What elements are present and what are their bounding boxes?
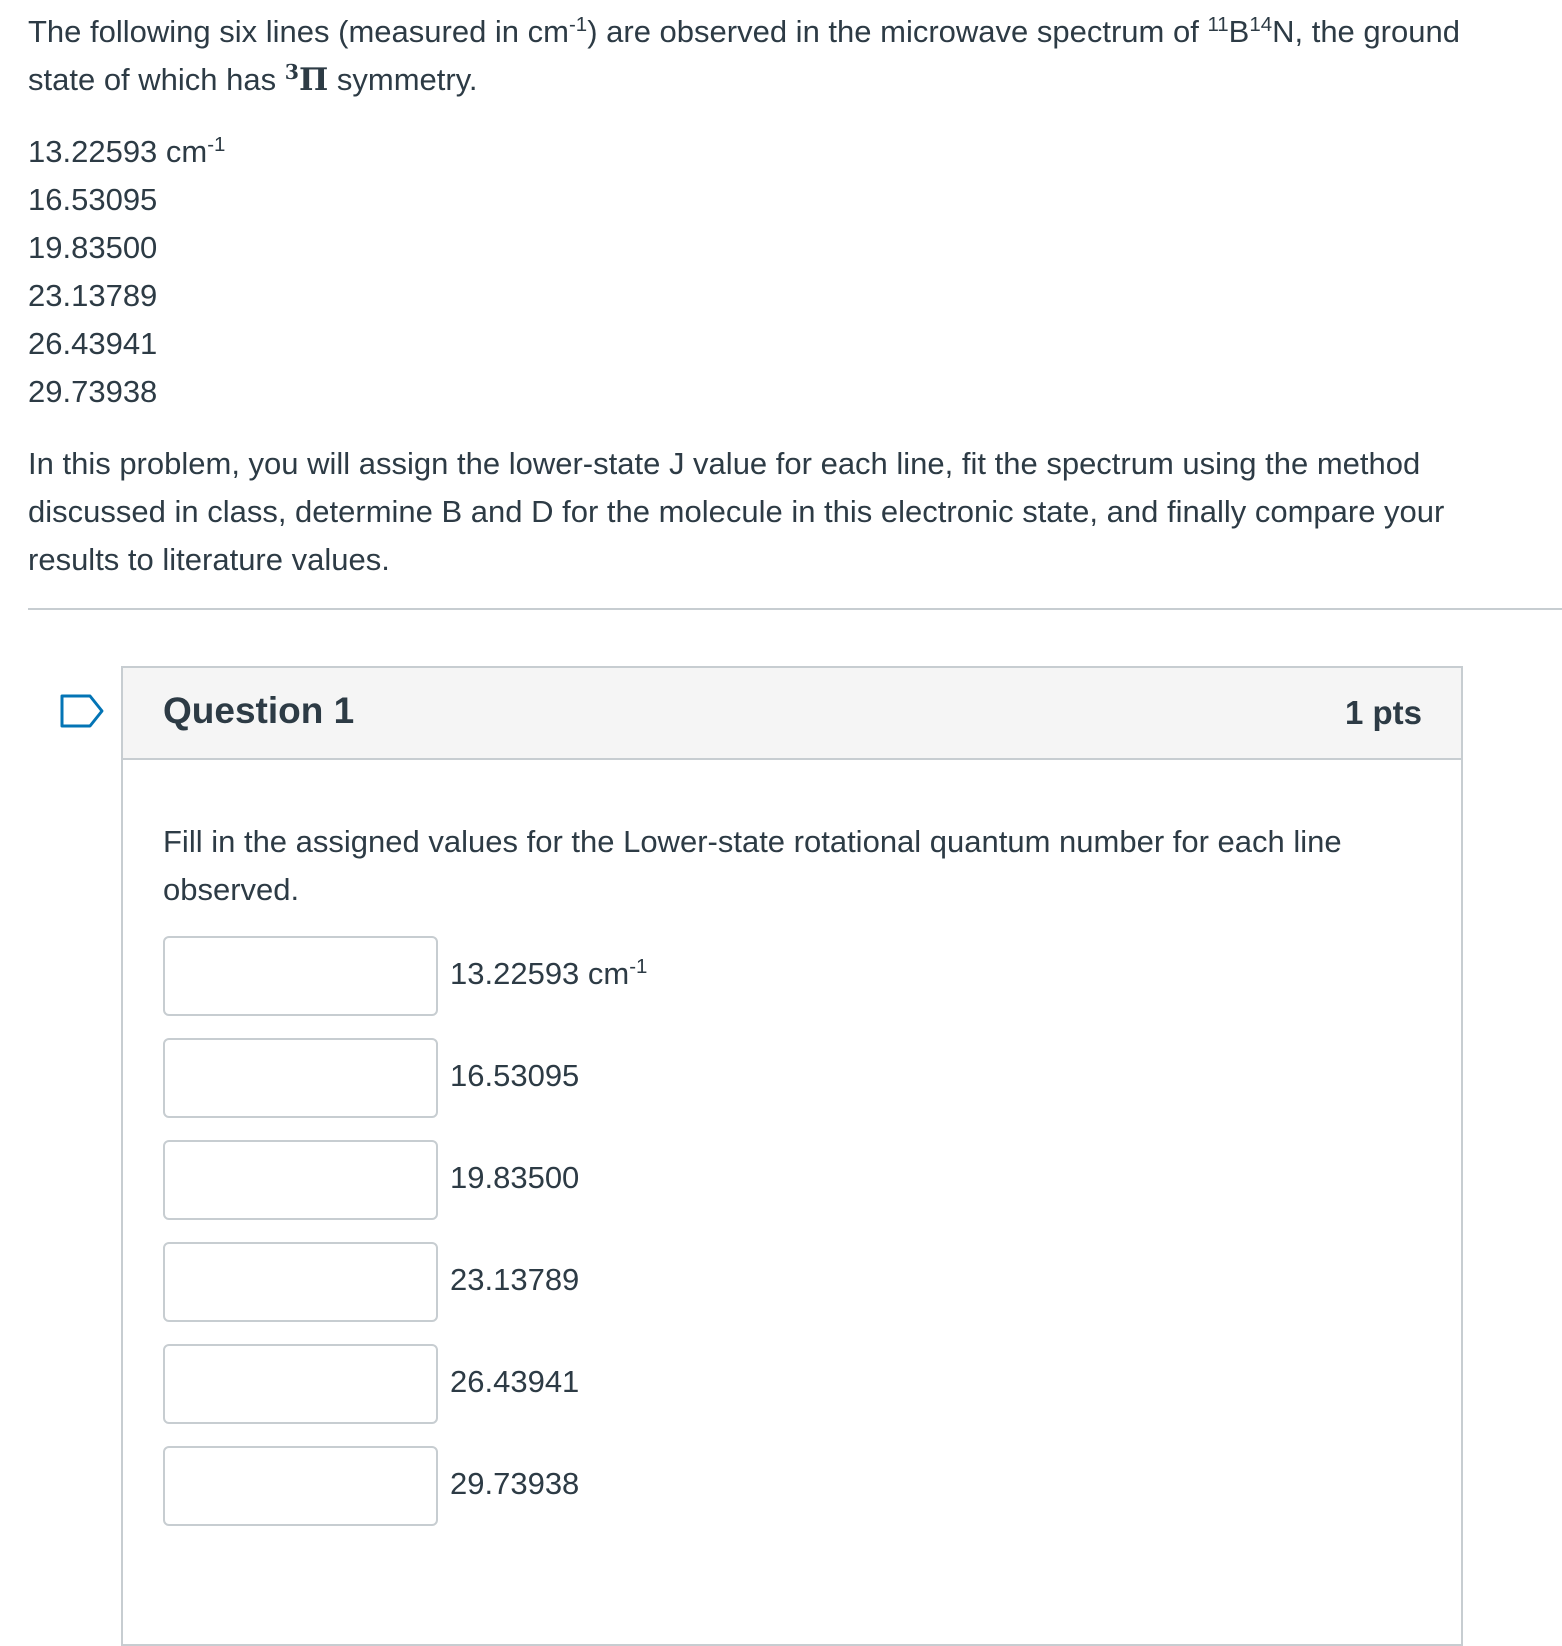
question-card — [121, 666, 1463, 1646]
question-prompt: Fill in the assigned values for the Lower-state rotational quantum number for each line observed. — [163, 824, 1342, 907]
answer-input-5[interactable] — [163, 1344, 438, 1424]
observed-line: 19.83500 — [28, 230, 158, 265]
boron-isotope: 11 — [1207, 12, 1229, 36]
observed-line: 13.22593 $cm^{-1}$ — [28, 132, 226, 169]
section-divider — [28, 608, 1562, 610]
observed-line: 23.13789 — [28, 278, 158, 313]
observed-lines-list — [28, 128, 225, 416]
nitrogen-text: N, the ground state of which has — [28, 14, 1460, 97]
intro-text-2: ) are observed in the microwave spectrum of — [587, 14, 1208, 49]
answer-label: 26.43941 — [450, 1364, 580, 1399]
nitrogen-isotope: 14 — [1249, 12, 1273, 36]
answer-row — [163, 1242, 863, 1322]
answer-input-4[interactable] — [163, 1242, 438, 1322]
answer-row — [163, 1140, 863, 1220]
answer-input-3[interactable] — [163, 1140, 438, 1220]
intro-paragraph — [28, 8, 1508, 104]
answer-input-6[interactable] — [163, 1446, 438, 1526]
observed-line: 29.73938 — [28, 374, 158, 409]
answer-label: 13.22593 $cm^{-1}$ — [450, 954, 648, 991]
answer-row — [163, 936, 863, 1016]
answer-input-1[interactable] — [163, 936, 438, 1016]
problem-description: In this problem, you will assign the lower-state J value for each line, fit the spectrum using the method discussed in class, determine B and D for the molecule in this electronic state, and finally compare your results to literature values. — [28, 446, 1445, 577]
unit-superscript: -1 — [569, 12, 588, 36]
question-title: Question 1 — [163, 690, 355, 731]
observed-line: 16.53095 — [28, 182, 158, 217]
question-header — [123, 668, 1461, 760]
answer-row — [163, 1038, 863, 1118]
answer-row — [163, 1446, 863, 1526]
observed-line: 26.43941 — [28, 326, 158, 361]
term-multiplicity: 3 — [284, 59, 299, 84]
boron-symbol: B — [1228, 14, 1250, 49]
answer-row — [163, 1344, 863, 1424]
answer-label: 19.83500 — [450, 1160, 580, 1195]
intro-text-3: symmetry. — [328, 62, 478, 97]
answer-label: 23.13789 — [450, 1262, 580, 1297]
intro-text-1: The following six lines (measured in cm — [28, 14, 569, 49]
answer-label: 29.73938 — [450, 1466, 580, 1501]
question-flag-icon[interactable] — [60, 694, 104, 728]
answer-input-2[interactable] — [163, 1038, 438, 1118]
answer-label: 16.53095 — [450, 1058, 580, 1093]
term-symbol: Π — [298, 62, 329, 98]
question-points: 1 pts — [1344, 694, 1422, 731]
